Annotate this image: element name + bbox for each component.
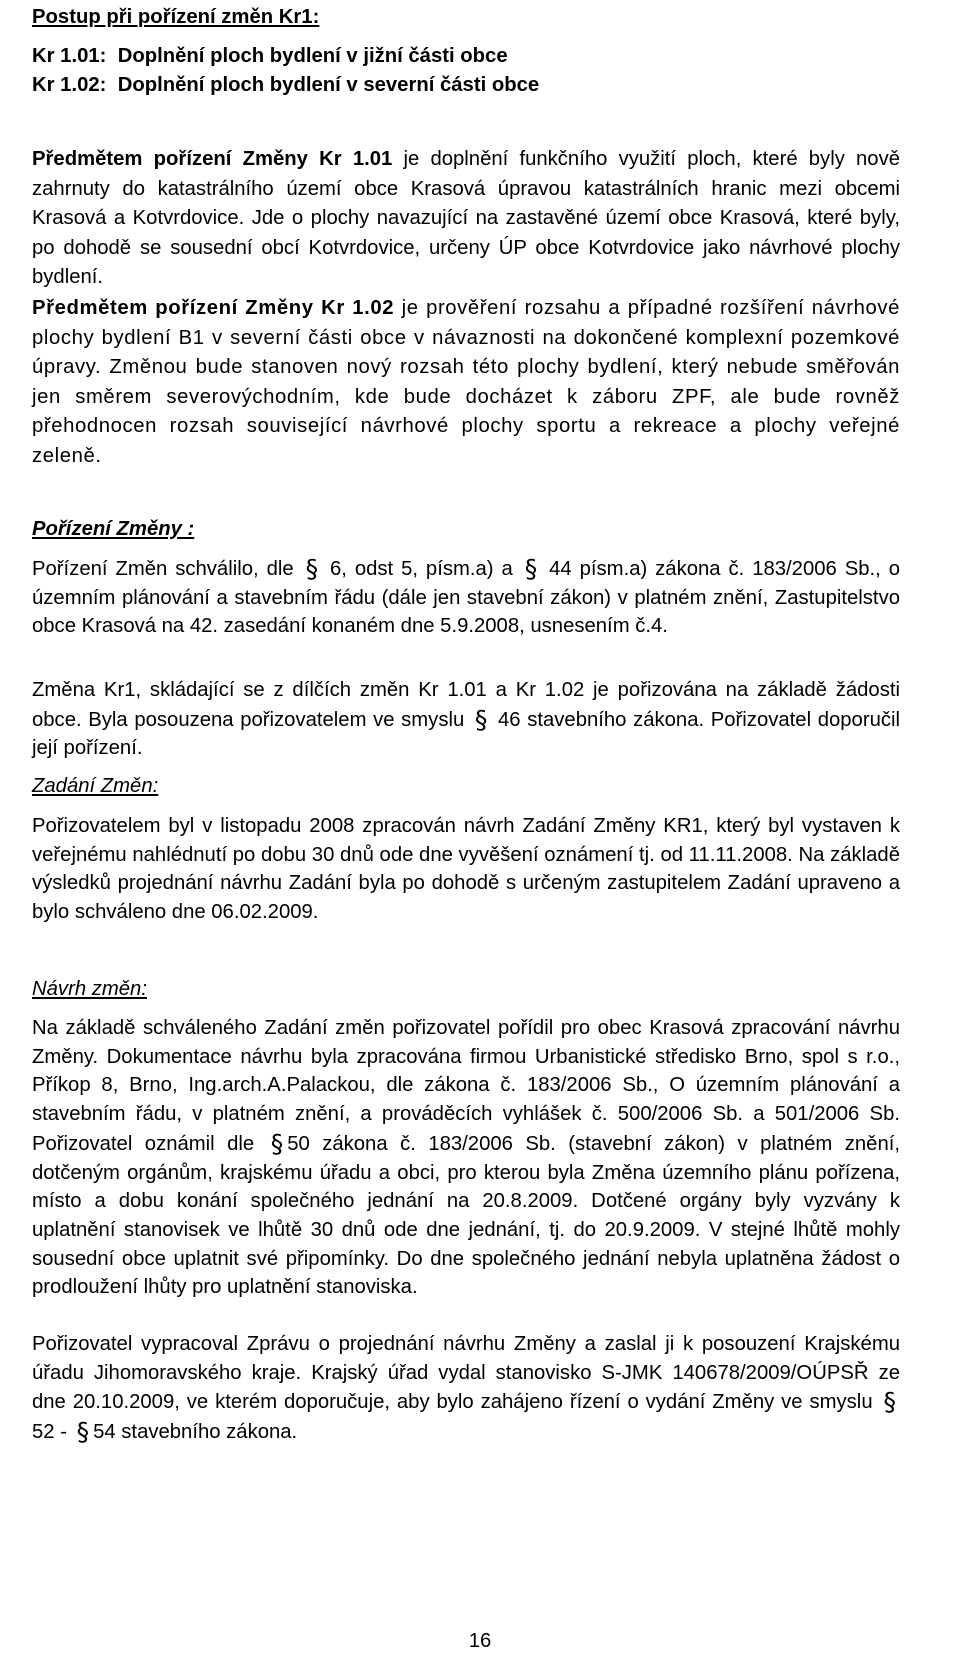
change-code: Kr 1.02:: [32, 74, 107, 96]
paragraph-zadani: Pořizovatelem byl v listopadu 2008 zpracován návrh Zadání Změny KR1, který byl vystaven k veřejnému nahlédnutí po dobu 30 dnů ode dne vyvěšení oznámení tj. od 11.11.2008. Na základě výsledků projednání návrhu Zadání byla po dohodě s určeným zastupitelem Zadání upraveno a bylo schváleno dne 06.02.2009.: [32, 815, 900, 924]
change-title: Doplnění ploch bydlení v jižní části obce: [117, 45, 508, 67]
change-item: [32, 42, 900, 71]
section-sign-icon: §: [524, 554, 538, 583]
section-heading-porizeni: Pořízení Změny :: [32, 518, 195, 540]
change-list: [32, 42, 900, 100]
change-title: Doplnění ploch bydlení v severní části obce: [117, 74, 540, 96]
section-heading-navrh: Návrh změn:: [32, 978, 147, 1000]
paragraph-kr101: [32, 145, 900, 293]
paragraph-schvaleni: Pořízení Změn schválilo, dle § 6, odst 5, písm.a) a § 44 písm.a) zákona č. 183/2006 Sb., o územním plánování a stavebním řádu (dále jen stavební zákon) v platném znění, Zastupitelstvo obce Krasová na 42. zasedání konaném dne 5.9.2008, usnesením č.4.: [32, 554, 900, 638]
section-sign-icon: §: [76, 1417, 90, 1447]
section-heading-zadani: Zadání Změn:: [32, 775, 159, 797]
paragraph-kr102: [32, 294, 900, 471]
section-sign-icon: §: [474, 704, 488, 734]
page-number: 16: [468, 1630, 492, 1652]
paragraph-zprava: Pořizovatel vypracoval Zprávu o projednání návrhu Změny a zaslal ji k posouzení Krajskému úřadu Jihomoravského kraje. Krajský úřad vydal stanovisko S-JMK 140678/2009/OÚPSŘ ze dne 20.10.2009, ve kterém doporučuje, aby bylo zahájeno řízení o vydání Změny ve smyslu §52 - § 54 stavebního zákona.: [32, 1333, 900, 1447]
paragraph-lead: Předmětem pořízení Změny Kr 1.02: [32, 297, 395, 319]
page-heading: Postup při pořízení změn Kr1:: [32, 6, 320, 28]
paragraph-zmena-kr1: Změna Kr1, skládající se z dílčích změn Kr 1.01 a Kr 1.02 je pořizována na základě žádosti obce. Byla posouzena pořizovatelem ve smyslu § 46 stavebního zákona. Pořizovatel doporučil její pořízení.: [32, 679, 901, 760]
section-sign-icon: §: [305, 554, 319, 583]
paragraph-text: je prověření rozsahu a případné rozšíření návrhové plochy bydlení B1 v severní části obce v návaznosti na dokončené komplexní pozemkové úpravy. Změnou bude stanoven nový rozsah této plochy bydlení, který nebude směřován jen směrem severovýchodním, kde bude docházet k záboru ZPF, ale bude rovněž přehodnocen rozsah související návrhové plochy sportu a rekreace a plochy veřejné zeleně.: [32, 297, 900, 467]
change-code: Kr 1.01:: [32, 45, 107, 67]
paragraph-lead: Předmětem pořízení Změny Kr 1.01: [32, 148, 393, 170]
paragraph-navrh: Na základě schváleného Zadání změn pořizovatel pořídil pro obec Krasová zpracování návrhu Změny. Dokumentace návrhu byla zpracována firmou Urbanistické středisko Brno, spol s r.o., Příkop 8, Brno, Ing.arch.A.Palackou, dle zákona č. 183/2006 Sb., O územním plánování a stavebním řádu, v platném znění, a prováděcích vyhlášek č. 500/2006 Sb. a 501/2006 Sb. Pořizovatel oznámil dle § 50 zákona č. 183/2006 Sb. (stavební zákon) v platném znění, dotčeným orgánům, krajskému úřadu a obci, pro kterou byla Změna územního plánu pořízena, místo a dobu konání společného jednání na 20.8.2009. Dotčené orgány byly vyzvány k uplatnění stanovisek ve lhůtě 30 dnů ode dne jednání, tj. do 20.9.2009. V stejné lhůtě mohly sousední obce uplatnit své připomínky. Do dne společného jednání nebyla uplatněna žádost o prodloužení lhůty pro uplatnění stanoviska.: [32, 1017, 900, 1299]
section-sign-icon: §: [883, 1387, 896, 1417]
paragraph-text: je doplnění funkčního využití ploch, které byly nově zahrnuty do katastrálního území obce Krasová úpravou katastrálních hranic mezi obcemi Krasová a Kotvrdovice. Jde o plochy navazující na zastavěné území obce Krasová, které byly, po dohodě se sousední obcí Kotvrdovice, určeny ÚP obce Kotvrdovice jako návrhové plochy bydlení.: [32, 148, 901, 288]
section-sign-icon: §: [270, 1128, 284, 1158]
change-item: [32, 71, 900, 100]
